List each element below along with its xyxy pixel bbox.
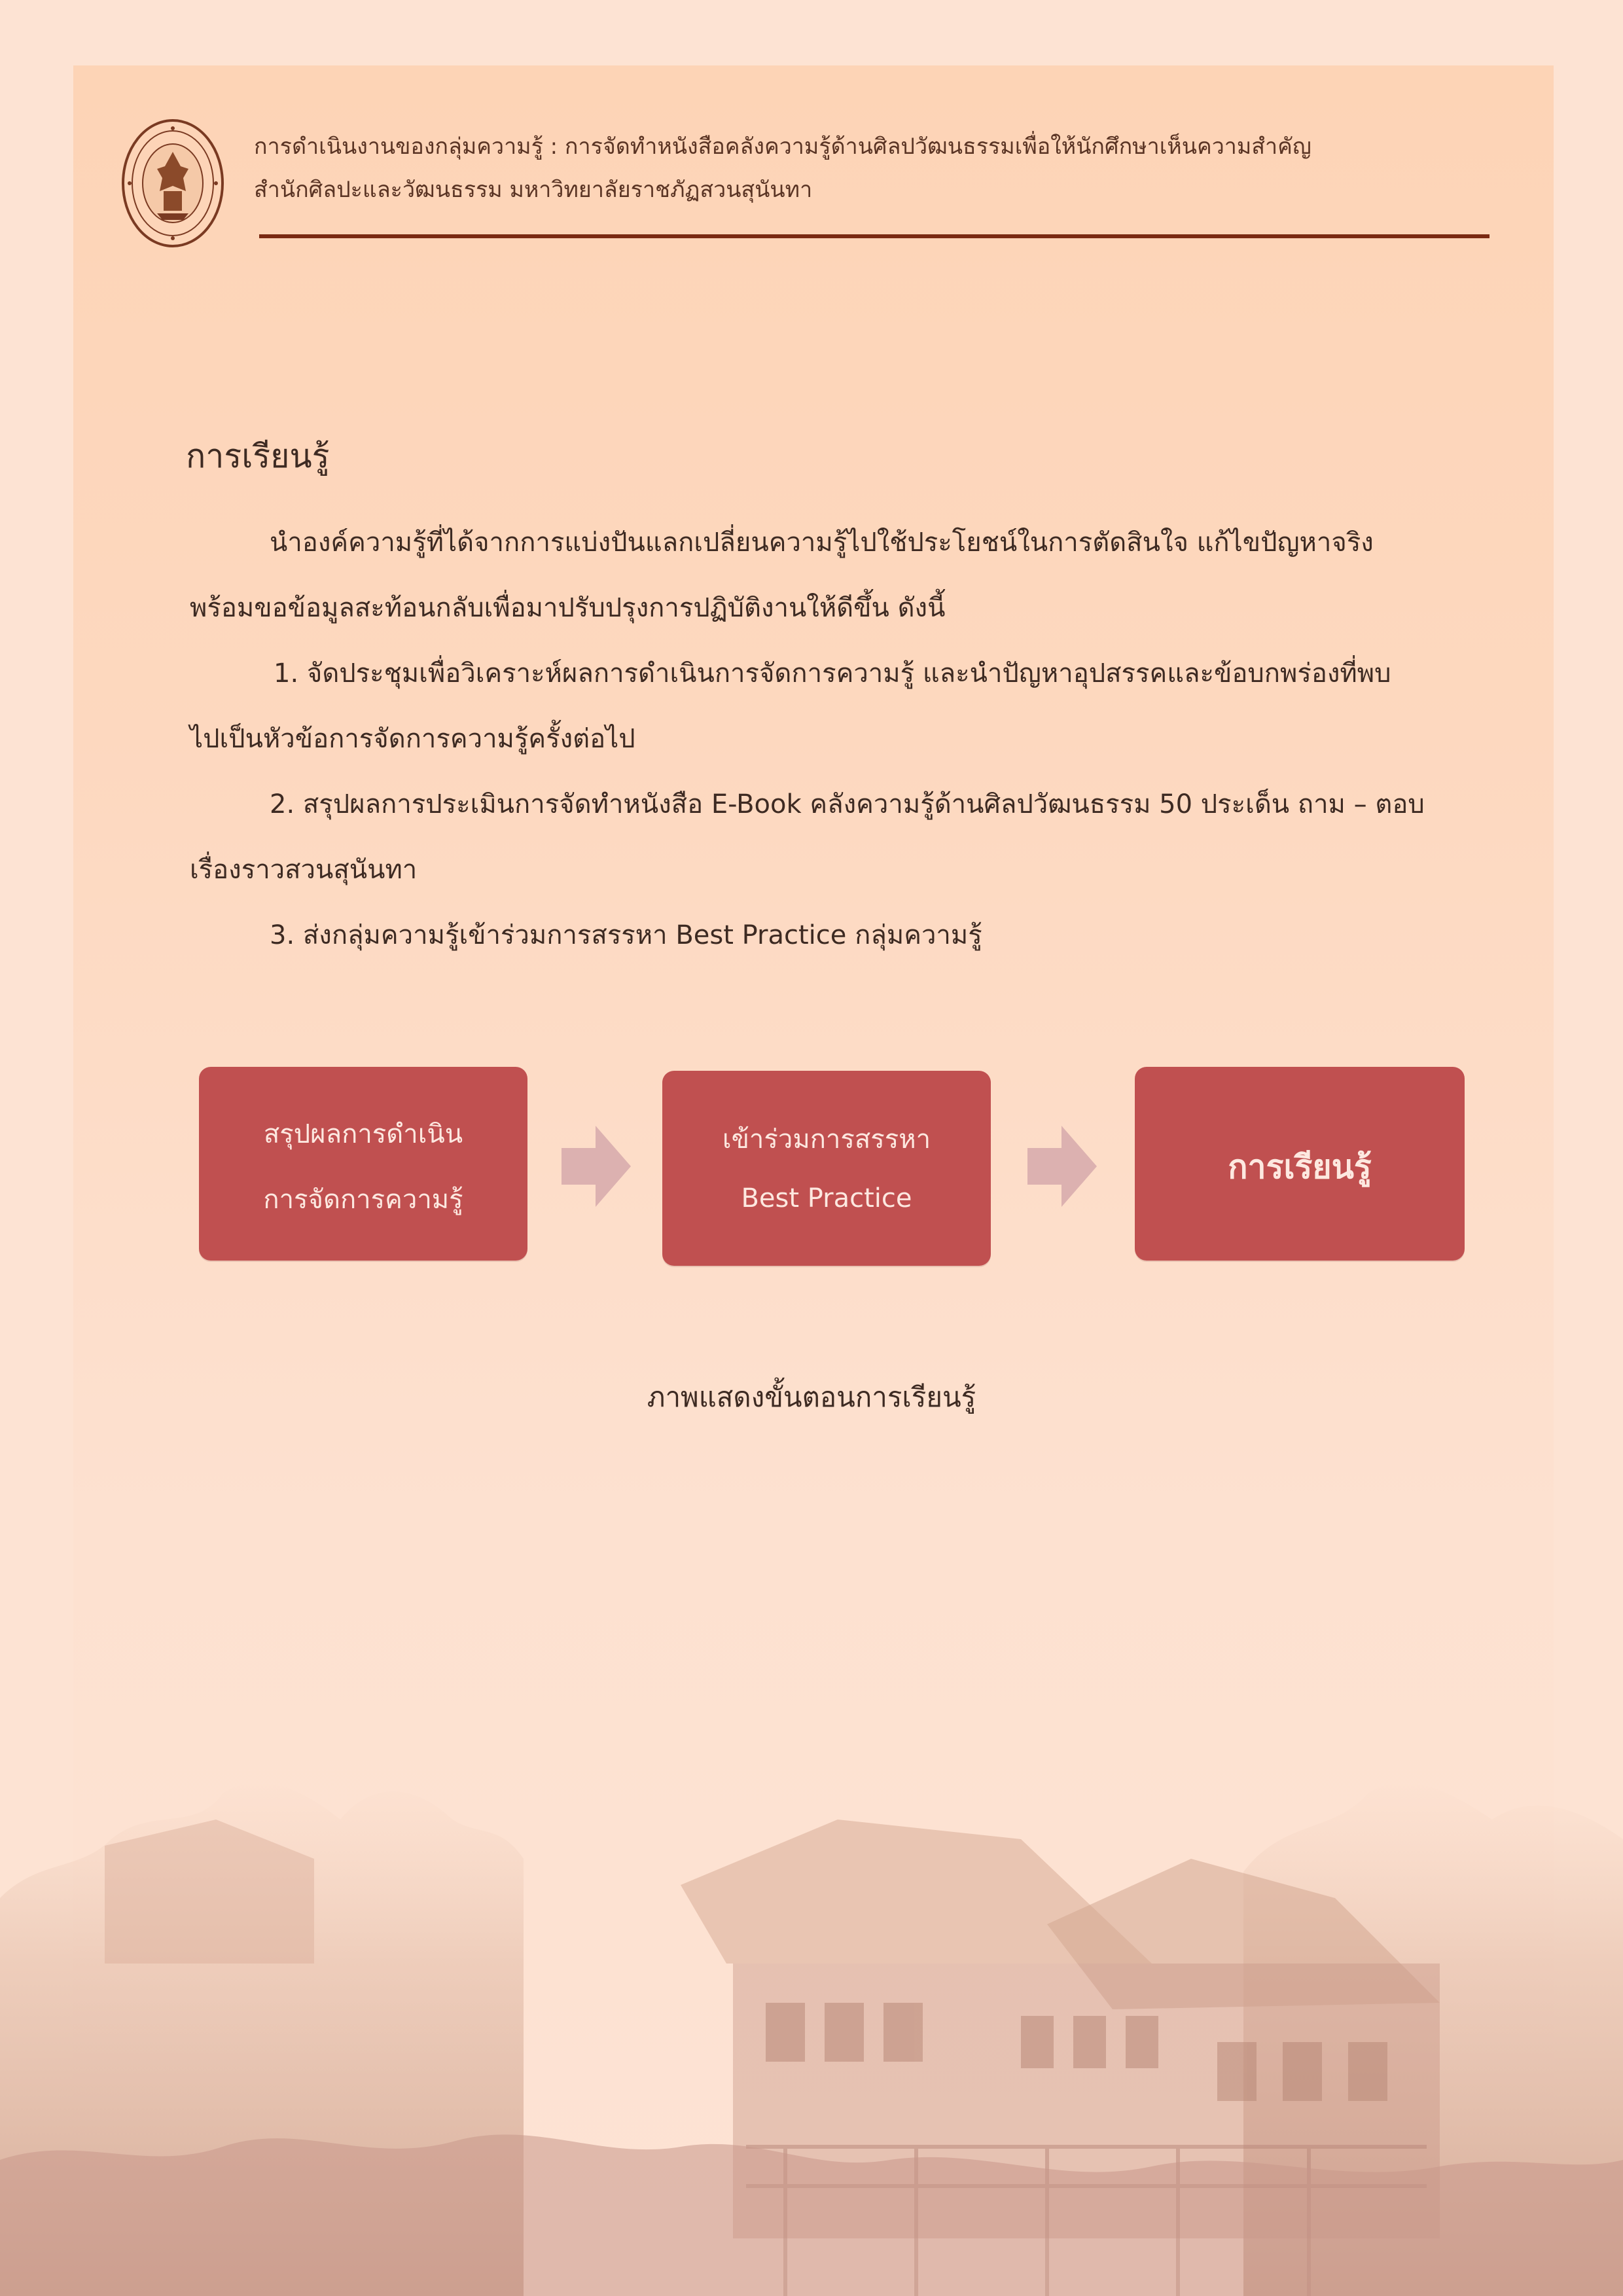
- header-divider: [259, 234, 1489, 238]
- flow-step-learning-label: การเรียนรู้: [1228, 1148, 1372, 1186]
- flow-step-summarize-line1: สรุปผลการดำเนิน: [263, 1119, 463, 1149]
- section-title: การเรียนรู้: [186, 437, 330, 475]
- list-item-2-line1: 2. สรุปผลการประเมินการจัดทำหนังสือ E-Book คลังความรู้ด้านศิลปวัฒนธรรม 50 ประเด็น ถาม – ตอบ: [270, 789, 1425, 819]
- flow-step-summarize: [199, 1067, 527, 1261]
- header-document-title: การดำเนินงานของกลุ่มความรู้ : การจัดทำหนังสือคลังความรู้ด้านศิลปวัฒนธรรมเพื่อให้นักศึกษาเห็นความสำคัญ: [254, 134, 1311, 160]
- figure-caption: ภาพแสดงขั้นตอนการเรียนรู้: [647, 1381, 976, 1413]
- flow-step-best-practice-line2: Best Practice: [741, 1183, 912, 1213]
- flow-step-best-practice: [662, 1071, 991, 1266]
- right-arrow-icon: [562, 1126, 631, 1207]
- list-item-1-line2: ไปเป็นหัวข้อการจัดการความรู้ครั้งต่อไป: [190, 724, 635, 754]
- list-item-2-line2: เรื่องราวสวนสุนันทา: [190, 855, 418, 885]
- list-item-1-line1: 1. จัดประชุมเพื่อวิเคราะห์ผลการดำเนินการจัดการความรู้ และนำปัญหาอุปสรรคและข้อบกพร่องที่พบ: [274, 658, 1391, 689]
- university-seal-icon: [120, 118, 225, 249]
- document-header: [120, 118, 1495, 249]
- list-item-3: 3. ส่งกลุ่มความรู้เข้าร่วมการสรรหา Best Practice กลุ่มความรู้: [270, 920, 982, 950]
- background-building-illustration: [0, 1623, 1623, 2296]
- flow-step-best-practice-line1: เข้าร่วมการสรรหา: [722, 1124, 931, 1155]
- intro-paragraph-line1: นำองค์ความรู้ที่ได้จากการแบ่งปันแลกเปลี่ยนความรู้ไปใช้ประโยชน์ในการตัดสินใจ แก้ไขปัญหาจริง: [270, 528, 1374, 558]
- right-arrow-icon: [1027, 1126, 1097, 1207]
- intro-paragraph-line2: พร้อมขอข้อมูลสะท้อนกลับเพื่อมาปรับปรุงการปฏิบัติงานให้ดีขึ้น ดังนี้: [190, 593, 946, 623]
- flow-step-learning: [1135, 1067, 1465, 1261]
- flow-step-summarize-line2: การจัดการความรู้: [263, 1185, 463, 1215]
- header-organization: สำนักศิลปะและวัฒนธรรม มหาวิทยาลัยราชภัฏสวนสุนันทา: [254, 177, 813, 203]
